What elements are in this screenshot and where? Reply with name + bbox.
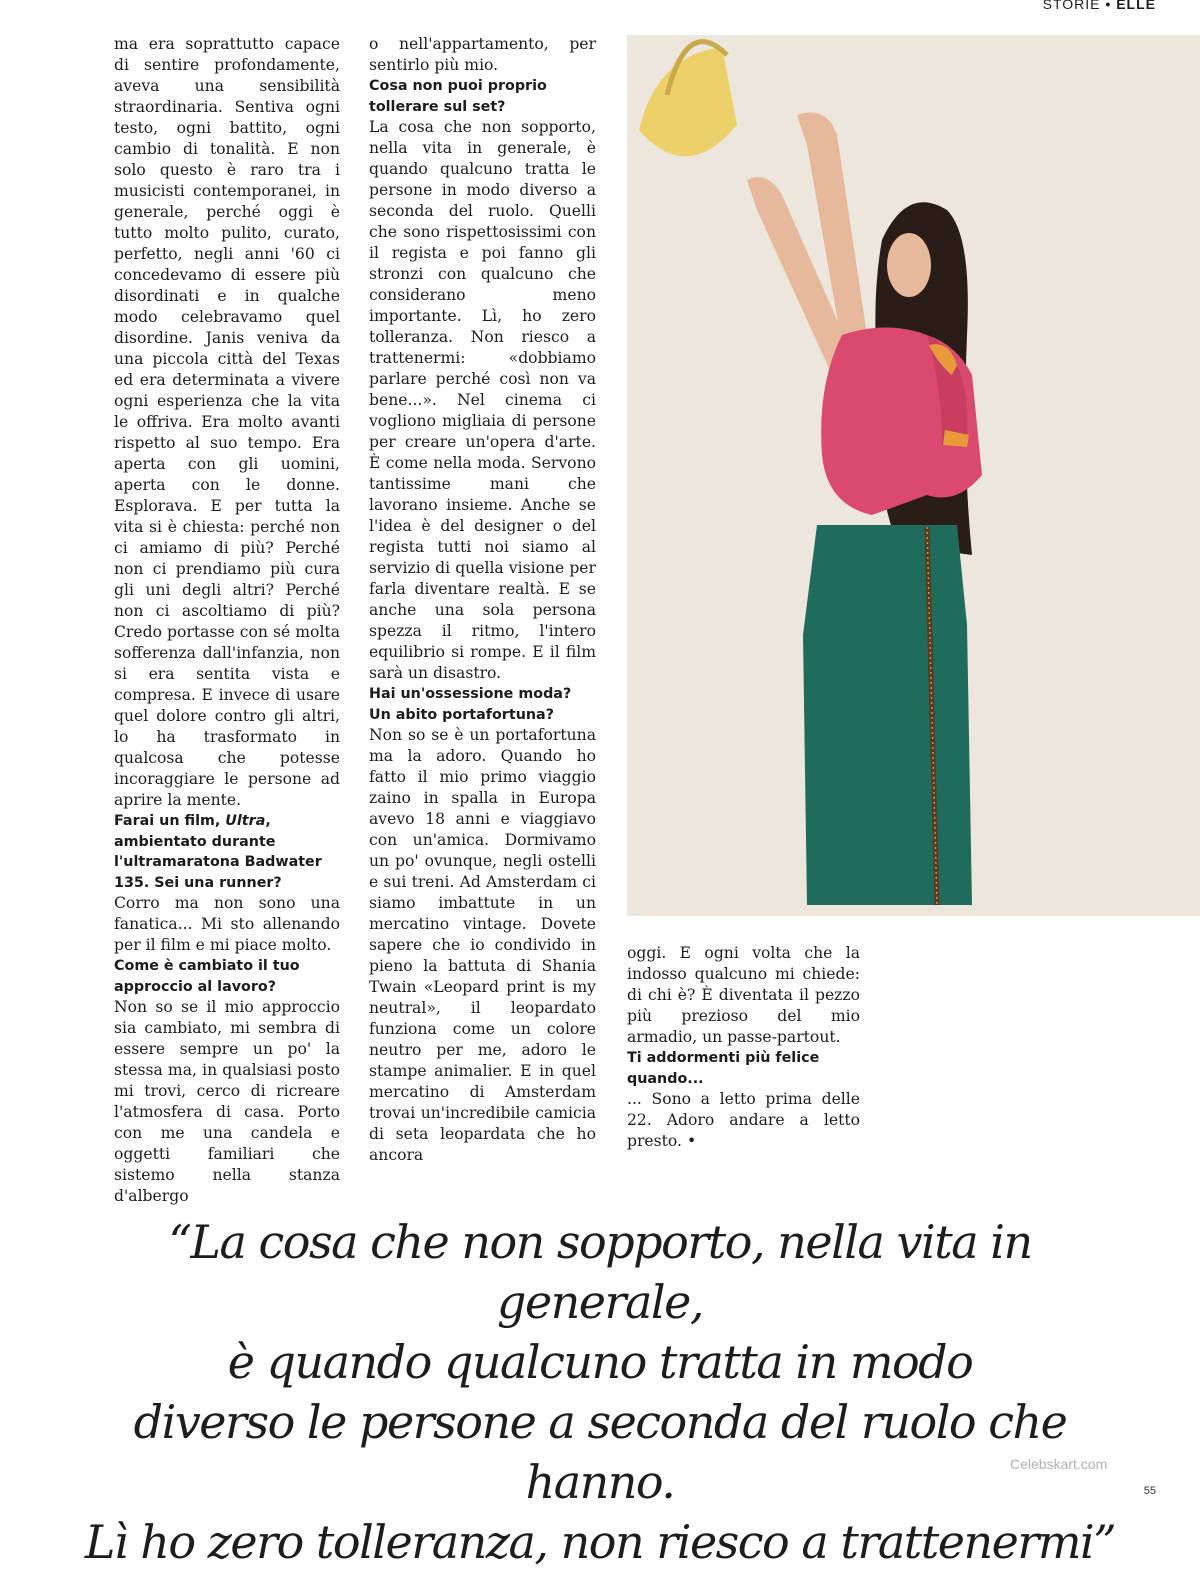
answer-paragraph: Corro ma non sono una fanatica... Mi sto allenando per il film e mi piace molto. (114, 894, 340, 954)
pull-quote-line: è quando qualcuno tratta in modo (227, 1335, 973, 1389)
question-text: Farai un film, (114, 813, 226, 829)
article-column-2 (369, 34, 596, 1166)
watermark: Celebskart.com (1010, 1456, 1108, 1472)
question-text: , ambientato durante l'ultramaratona Badwater 135. Sei una runner? (114, 813, 322, 891)
pull-quote-line: diverso le persone a seconda del ruolo che hanno. (133, 1395, 1067, 1509)
interview-question: Hai un'ossessione moda? Un abito portafortuna? (369, 686, 572, 723)
answer-paragraph: ... Sono a letto prima delle 22. Adoro andare a letto presto. • (627, 1090, 860, 1150)
answer-paragraph: La cosa che non sopporto, nella vita in generale, è quando qualcuno tratta le persone in modo diverso a seconda del ruolo. Quelli che sono rispettosissimi con il regista e poi fanno gli stronzi con qualcuno che considerano meno importante. Lì, ho zero tolleranza. Non riesco a trattenermi: «dobbiamo parlare perché così non va bene...». Nel cinema ci vogliono migliaia di persone per creare un'opera d'arte. È come nella moda. Servono tantissime mani che lavorano insieme. Anche se l'idea è del designer o del regista tutti noi siamo al servizio di quella visione per farla diventare realtà. E se anche una sola persona spezza il ritmo, l'intero equilibrio si rompe. E il film sarà un disastro. (369, 118, 596, 682)
interview-question: Ti addormenti più felice quando... (627, 1050, 820, 1087)
header-separator: • (1100, 0, 1117, 12)
page-number: 55 (1143, 1485, 1156, 1497)
interview-question: Come è cambiato il tuo approccio al lavoro? (114, 958, 300, 995)
pull-quote (60, 1212, 1140, 1572)
answer-paragraph: Non so se il mio approccio sia cambiato, mi sembra di essere sempre un po' la stessa ma, in qualsiasi posto mi trovi, cerco di ricreare l'atmosfera di casa. Porto con me una candela e oggetti familiari che sistemo nella stanza d'albergo (114, 998, 340, 1205)
brand-logo: ELLE (1116, 0, 1156, 12)
interview-question: Cosa non puoi proprio tollerare sul set? (369, 78, 547, 115)
article-column-3 (627, 943, 860, 1152)
pull-quote-line: “La cosa che non sopporto, nella vita in generale, (168, 1215, 1032, 1329)
paragraph: oggi. E ogni volta che la indosso qualcuno mi chiede: di chi è? È diventata il pezzo più prezioso del mio armadio, un passe-partout. (627, 944, 860, 1046)
paragraph: o nell'appartamento, per sentirlo più mio. (369, 35, 596, 74)
page-header (1043, 0, 1156, 12)
answer-paragraph: Non so se è un portafortuna ma la adoro. Quando ho fatto il mio primo viaggio zaino in spalla in Europa avevo 18 anni e viaggiavo con un'amica. Dormivamo un po' ovunque, negli ostelli e sui treni. Ad Amsterdam ci siamo imbattute in un mercatino vintage. Dovete sapere che io condivido in pieno la battuta di Shania Twain «Leopard print is my neutral», il leopardato funziona come un colore neutro per me, adoro le stampe animalier. E in quel mercatino di Amsterdam trovai un'incredibile camicia di seta leopardata che ho ancora (369, 726, 596, 1164)
interview-question (114, 811, 340, 893)
section-label: STORIE (1042, 0, 1101, 12)
paragraph: ma era soprattutto capace di sentire profondamente, aveva una sensibilità straordinaria. Sentiva ogni testo, ogni battito, ogni cambio di tonalità. E non solo questo è raro tra i musicisti contemporanei, in generale, perché oggi è tutto molto pulito, curato, perfetto, negli anni '60 ci concedevamo di essere più disordinati e in qualche modo celebravamo quel disordine. Janis veniva da una piccola città del Texas ed era determinata a vivere ogni esperienza che la vita le offriva. Era molto avanti rispetto al suo tempo. Era aperta con gli uomini, aperta con le donne. Esplorava. E per tutta la vita si è chiesta: perché non ci amiamo di più? Perché non ci prendiamo più cura gli uni degli altri? Perché non ci ascoltiamo di più? Credo portasse con sé molta sofferenza dall'infanzia, non si era sentita vista e compresa. E invece di usare quel dolore contro gli altri, lo ha trasformato in qualcosa che potesse incoraggiare le persone ad aprire la mente. (114, 35, 340, 809)
pull-quote-line: Lì ho zero tolleranza, non riesco a trattenermi” (84, 1515, 1116, 1569)
article-column-1 (114, 34, 340, 1207)
film-title: Ultra (225, 813, 266, 829)
fashion-photo (627, 35, 1200, 916)
